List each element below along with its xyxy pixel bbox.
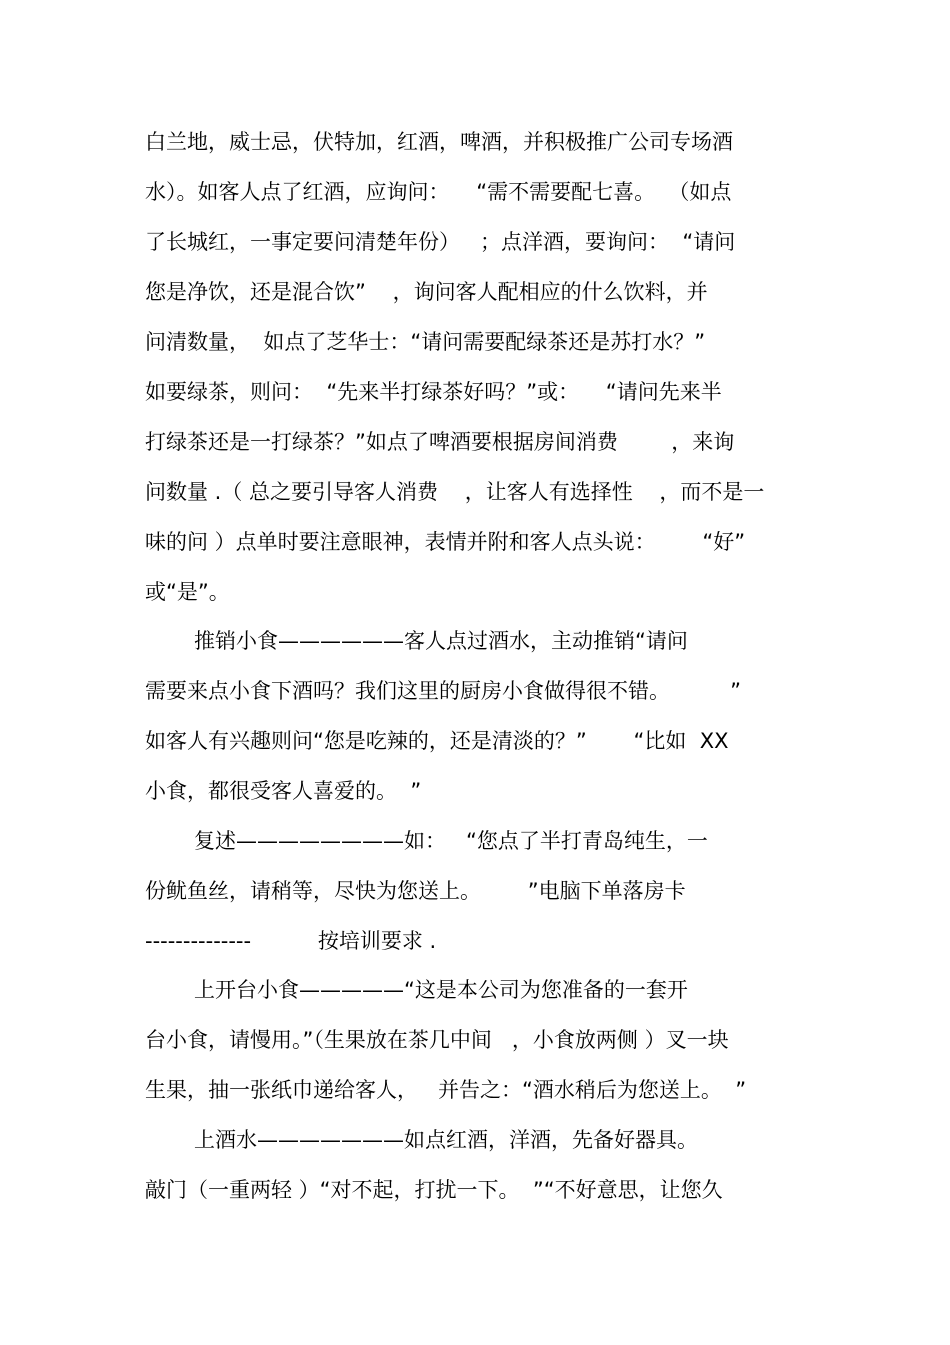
text-line: 打绿茶还是一打绿茶？”如点了啤酒要根据房间消费 ，来询 (145, 430, 735, 454)
text-line: 问清数量， 如点了芝华士：“请问需要配绿茶还是苏打水？” (145, 330, 706, 354)
text-line: 需要来点小食下酒吗？我们这里的厨房小食做得很不错。 ” (145, 679, 741, 703)
text-line: 味的问 ）点单时要注意眼神，表情并附和客人点头说： “好” (145, 530, 746, 554)
text-line: 白兰地，威士忌，伏特加，红酒，啤酒，并积极推广公司专场酒 (145, 130, 733, 154)
text-line: 或“是”。 (145, 580, 230, 604)
paragraph-start-line: 复述————————如： “您点了半打青岛纯生，一 (194, 829, 708, 853)
text-line: 份鱿鱼丝，请稍等，尽快为您送上。 ”电脑下单落房卡 (145, 879, 686, 903)
text-line: -------------- 按培训要求 . (145, 929, 437, 953)
text-line: 您是净饮，还是混合饮” ，询问客人配相应的什么饮料，并 (145, 280, 708, 304)
text-line: 如客人有兴趣则问“您是吃辣的，还是清淡的？” “比如 XX (145, 729, 729, 753)
text-line: 如要绿茶，则问： “先来半打绿茶好吗？”或： “请问先来半 (145, 380, 722, 404)
paragraph-start-line: 上开台小食—————“这是本公司为您准备的一套开 (194, 978, 688, 1002)
paragraph-start-line: 推销小食——————客人点过酒水，主动推销“请问 (194, 629, 688, 653)
paragraph-start-line: 上酒水———————如点红酒，洋酒，先备好器具。 (194, 1128, 698, 1152)
text-line: 了长城红，一事定要问清楚年份） ；点洋酒，要询问： “请问 (145, 230, 736, 254)
text-line: 敲门（一重两轻 ）“对不起，打扰一下。 ”“不好意思，让您久 (145, 1178, 723, 1202)
text-line: 问数量 .（ 总之要引导客人消费 ，让客人有选择性 ，而不是一 (145, 480, 765, 504)
text-line: 小食，都很受客人喜爱的。 ” (145, 779, 422, 803)
text-line: 水）。如客人点了红酒，应询问： “需不需要配七喜。 （如点 (145, 180, 732, 204)
text-line: 台小食，请慢用。”（生果放在茶几中间 ，小食放两侧 ）叉一块 (145, 1028, 729, 1052)
text-line: 生果，抽一张纸巾递给客人， 并告之：“酒水稍后为您送上。 ” (145, 1078, 747, 1102)
